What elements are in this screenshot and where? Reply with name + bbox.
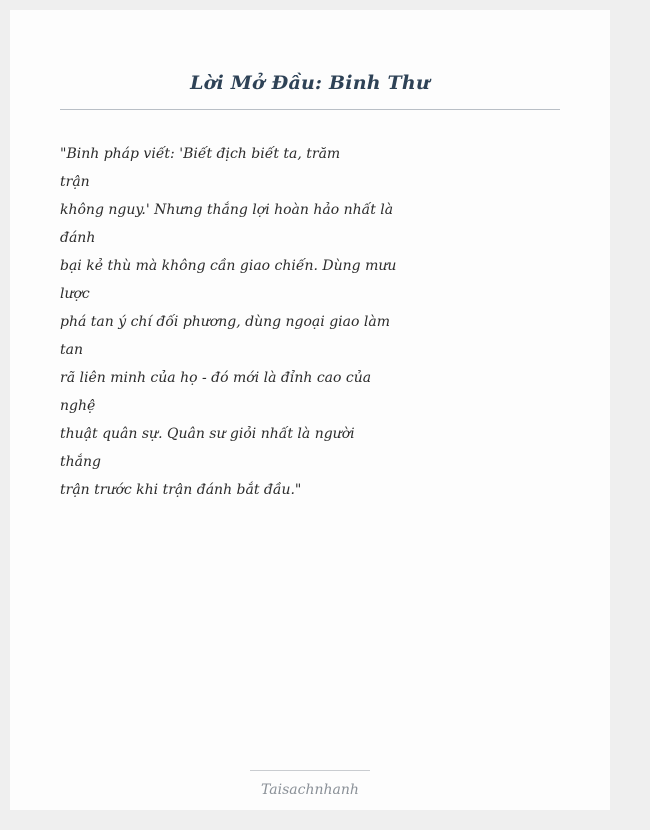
text-line: rã liên minh của họ - đó mới là đỉnh cao của xyxy=(60,370,372,386)
title-divider xyxy=(60,109,560,110)
text-line: phá tan ý chí đối phương, dùng ngoại giao làm xyxy=(60,314,390,330)
document-page xyxy=(10,10,610,810)
text-line: "Binh pháp viết: 'Biết địch biết ta, trăm xyxy=(60,146,341,162)
text-line: không nguy.' Nhưng thắng lợi hoàn hảo nhất là xyxy=(60,202,394,218)
text-line: trận trước khi trận đánh bắt đầu." xyxy=(60,482,302,498)
text-line: thắng xyxy=(60,454,101,470)
text-line: trận xyxy=(60,174,90,190)
text-line: bại kẻ thù mà không cần giao chiến. Dùng mưu xyxy=(60,258,397,274)
text-line: đánh xyxy=(60,230,96,246)
text-line: lược xyxy=(60,286,90,302)
text-line: thuật quân sự. Quân sư giỏi nhất là người xyxy=(60,426,355,442)
text-line: tan xyxy=(60,342,83,358)
text-line: nghệ xyxy=(60,398,96,414)
page-title: Lời Mở Đầu: Binh Thư xyxy=(190,72,430,94)
footer-divider xyxy=(250,770,370,771)
footer-text: Taisachnhanh xyxy=(261,782,359,798)
body-paragraph xyxy=(60,140,397,504)
